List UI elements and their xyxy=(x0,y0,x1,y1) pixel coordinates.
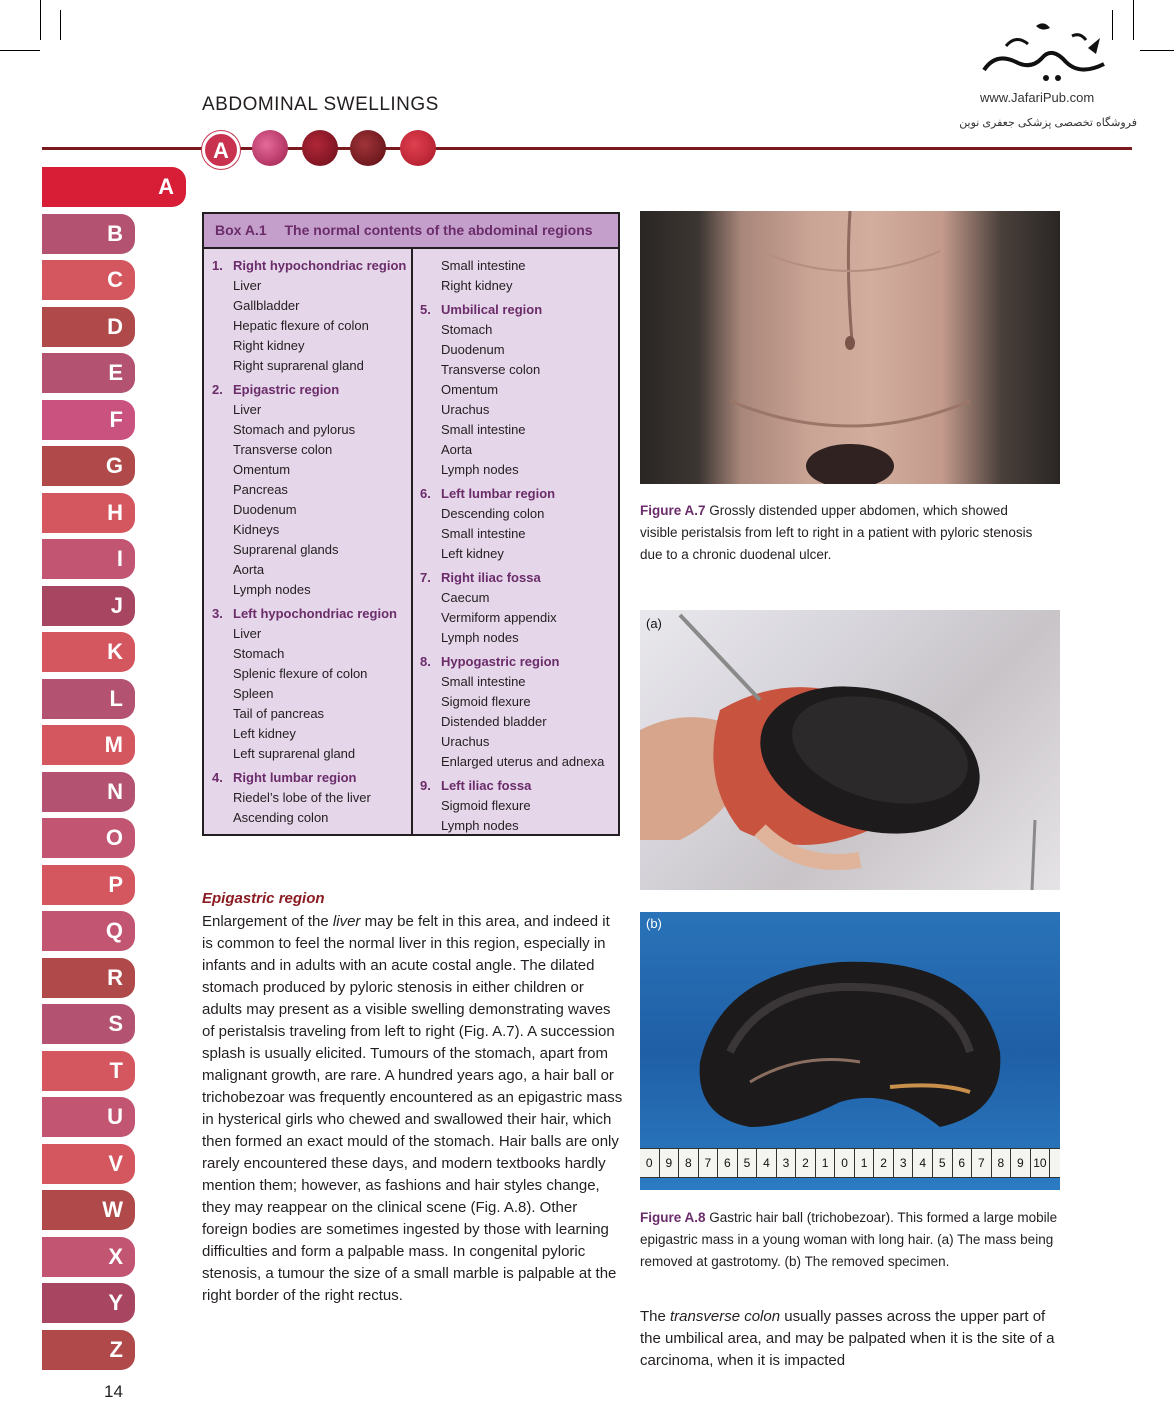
tab-m[interactable]: M xyxy=(42,725,135,765)
region-item: Hepatic flexure of colon xyxy=(233,318,369,333)
region-item: Transverse colon xyxy=(233,442,333,457)
region-item: Omentum xyxy=(233,462,291,477)
box-header xyxy=(204,214,618,249)
figure-a8-text: Gastric hair ball (trichobezoar). This formed a large mobile epigastric mass in a young woman with long hair. (a) The mass being removed at gastrotomy. (b) The removed specimen. xyxy=(640,1210,1058,1269)
region-item: Urachus xyxy=(441,402,490,417)
crop-mark xyxy=(1140,50,1174,51)
region-name: Left iliac fossa xyxy=(441,778,532,793)
paragraph-text: usually passes across the upper part of the umbilical area, and may be palpated when it is the site of a carcinoma, when it is impacted xyxy=(640,1308,1055,1369)
region-number: 7. xyxy=(420,570,431,585)
region-item: Stomach and pylorus xyxy=(233,422,356,437)
tab-p[interactable]: P xyxy=(42,865,135,905)
region-item: Vermiform appendix xyxy=(441,610,557,625)
ruler-mark: 7 xyxy=(972,1149,992,1177)
region-item: Lymph nodes xyxy=(233,582,311,597)
ruler-mark: 1 xyxy=(855,1149,875,1177)
region-item: Right suprarenal gland xyxy=(233,358,364,373)
tab-h[interactable]: H xyxy=(42,493,135,533)
region-name: Umbilical region xyxy=(441,302,543,317)
publisher-logo xyxy=(976,18,1112,88)
paragraph-text: Enlargement of the xyxy=(202,913,333,930)
ruler-mark: 8 xyxy=(679,1149,699,1177)
region-item: Liver xyxy=(233,278,262,293)
crop-mark xyxy=(40,0,41,40)
box-column-divider xyxy=(411,247,413,834)
abdomen-illustration xyxy=(640,211,1060,484)
paragraph-emphasis: transverse colon xyxy=(670,1308,781,1325)
region-item: Duodenum xyxy=(233,502,297,517)
region-heading xyxy=(212,256,408,276)
ruler-mark: 0 xyxy=(640,1149,660,1177)
body-paragraph xyxy=(202,911,624,1307)
region-item: Kidneys xyxy=(233,522,280,537)
paragraph-text: The xyxy=(640,1308,671,1325)
region-item: Gallbladder xyxy=(233,298,300,313)
figure-a7-photo xyxy=(640,211,1060,484)
region-item: Suprarenal glands xyxy=(233,542,339,557)
figure-panel-b-label: (b) xyxy=(646,916,662,931)
tab-g[interactable]: G xyxy=(42,446,135,486)
publisher-subtitle: فروشگاه تخصصی پزشکی جعفری نوین xyxy=(959,117,1137,129)
region-number: 9. xyxy=(420,778,431,793)
paragraph-emphasis: liver xyxy=(332,913,361,930)
tab-q[interactable]: Q xyxy=(42,911,135,951)
ruler-mark: 0 xyxy=(835,1149,855,1177)
ruler-mark: 1 xyxy=(816,1149,836,1177)
region-name: Right lumbar region xyxy=(233,770,357,785)
region-name: Right hypochondriac region xyxy=(233,258,407,273)
region-item: Small intestine xyxy=(441,258,526,273)
tab-f[interactable]: F xyxy=(42,400,135,440)
crop-mark xyxy=(0,50,40,51)
region-item: Tail of pancreas xyxy=(233,706,325,721)
region-number: 4. xyxy=(212,770,223,785)
region-name: Right iliac fossa xyxy=(441,570,541,585)
region-item: Omentum xyxy=(441,382,499,397)
region-item: Stomach xyxy=(441,322,493,337)
ruler-mark: 4 xyxy=(913,1149,933,1177)
region-item: Riedel’s lobe of the liver xyxy=(233,790,371,805)
region-name: Hypogastric region xyxy=(441,654,560,669)
tab-t[interactable]: T xyxy=(42,1051,135,1091)
region-heading xyxy=(420,568,616,588)
region-item: Enlarged uterus and adnexa xyxy=(441,754,605,769)
tab-k[interactable]: K xyxy=(42,632,135,672)
figure-a8-caption xyxy=(640,1207,1060,1273)
tab-c[interactable]: C xyxy=(42,260,135,300)
region-item: Splenic flexure of colon xyxy=(233,666,368,681)
box-title: The normal contents of the abdominal regions xyxy=(284,222,593,238)
region-item: Spleen xyxy=(233,686,274,701)
region-name: Left lumbar region xyxy=(441,486,556,501)
region-item: Liver xyxy=(233,626,262,641)
crop-mark xyxy=(1112,10,1113,40)
region-item: Caecum xyxy=(441,590,490,605)
region-number: 2. xyxy=(212,382,223,397)
figure-a7-text: Grossly distended upper abdomen, which showed visible peristalsis from left to right in a patient with pyloric stenosis due to a chronic duodenal ulcer. xyxy=(640,503,1033,562)
region-item: Sigmoid flexure xyxy=(441,798,531,813)
region-item: Left suprarenal gland xyxy=(233,746,356,761)
trichobezoar-removal-illustration xyxy=(640,610,1060,890)
region-item: Urachus xyxy=(441,734,490,749)
tab-r[interactable]: R xyxy=(42,958,135,998)
region-item: Right kidney xyxy=(233,338,305,353)
region-item: Ascending colon xyxy=(233,810,329,825)
region-item: Stomach xyxy=(233,646,285,661)
ruler-mark: 6 xyxy=(718,1149,738,1177)
ruler-mark: 9 xyxy=(1011,1149,1031,1177)
region-number: 5. xyxy=(420,302,431,317)
figure-a8a-photo xyxy=(640,610,1060,890)
paragraph-text: may be felt in this area, and indeed it is common to feel the normal liver in this region, especially in infants and in adults with an acute costal angle. The dilated stomach produced by pyloric stenosis in either children or adults may present as a visible swelling demonstrating waves of peristalsis traveling from left to right (Fig. A.7). A succession splash is usually elicited. Tumours of the stomach, apart from malignant growth, are rare. A hundred years ago, a hair ball or trichobezoar was frequently encountered as an epigastric mass in hysterical girls who chewed and swallowed their hair, which then formed an exact mould of the stomach. Hair balls are only rarely encountered these days, and modern textbooks hardly mention them; however, as fashions and hair styles change, they may reappear on the clinical scene (Fig. A.8). Other foreign bodies are sometimes ingested by those with learning difficulties and form a palpable mass. In congenital pyloric stenosis, a tumour the size of a small marble is palpable at the right border of the right rectus. xyxy=(202,913,623,1304)
region-item: Pancreas xyxy=(233,482,288,497)
crop-mark xyxy=(1133,0,1134,40)
region-item: Right kidney xyxy=(441,278,513,293)
box-left-column xyxy=(212,256,408,828)
region-item: Duodenum xyxy=(441,342,505,357)
ruler-mark: 2 xyxy=(874,1149,894,1177)
ruler-mark: 10 xyxy=(1031,1149,1051,1177)
region-item: Left kidney xyxy=(441,546,504,561)
region-heading xyxy=(420,776,616,796)
box-a1 xyxy=(202,212,620,836)
tab-s[interactable]: S xyxy=(42,1004,135,1044)
ruler-mark: 5 xyxy=(933,1149,953,1177)
figure-a8b-photo xyxy=(640,912,1060,1190)
tab-n[interactable]: N xyxy=(42,772,135,812)
region-item: Lymph nodes xyxy=(441,818,519,833)
tab-b[interactable]: B xyxy=(42,214,135,254)
section-letter-badge: A xyxy=(202,131,240,169)
region-number: 6. xyxy=(420,486,431,501)
thumbnail-circle xyxy=(400,130,436,166)
ruler-mark: 4 xyxy=(757,1149,777,1177)
ruler-mark: 6 xyxy=(953,1149,973,1177)
thumbnail-circle xyxy=(350,130,386,166)
tab-z[interactable]: Z xyxy=(42,1330,135,1370)
region-item: Lymph nodes xyxy=(441,630,519,645)
tab-x[interactable]: X xyxy=(42,1237,135,1277)
ruler-mark: 9 xyxy=(660,1149,680,1177)
region-item: Left kidney xyxy=(233,726,296,741)
region-item: Aorta xyxy=(233,562,265,577)
tab-d[interactable]: D xyxy=(42,307,135,347)
crop-mark xyxy=(60,10,61,40)
publisher-url: www.JafariPub.com xyxy=(980,90,1095,105)
tab-o[interactable]: O xyxy=(42,818,135,858)
region-heading xyxy=(212,604,408,624)
page-number: 14 xyxy=(104,1382,123,1401)
region-item: Small intestine xyxy=(441,674,526,689)
figure-a7-caption xyxy=(640,500,1040,566)
region-item: Small intestine xyxy=(441,526,526,541)
region-item: Distended bladder xyxy=(441,714,547,729)
tab-j[interactable]: J xyxy=(42,586,135,626)
box-label: Box A.1 xyxy=(215,222,267,238)
region-heading xyxy=(420,484,616,504)
region-item: Small intestine xyxy=(441,422,526,437)
region-heading xyxy=(212,380,408,400)
region-heading xyxy=(420,300,616,320)
ruler-mark: 7 xyxy=(699,1149,719,1177)
figure-panel-a-label: (a) xyxy=(646,616,662,631)
chapter-title: ABDOMINAL SWELLINGS xyxy=(202,94,439,115)
ruler-mark: 5 xyxy=(738,1149,758,1177)
thumbnail-circle xyxy=(252,130,288,166)
tab-u[interactable]: U xyxy=(42,1097,135,1137)
region-heading xyxy=(420,652,616,672)
tab-a[interactable]: A xyxy=(42,167,186,207)
region-item: Aorta xyxy=(441,442,473,457)
tab-i[interactable]: I xyxy=(42,539,135,579)
region-name: Epigastric region xyxy=(233,382,340,397)
region-number: 8. xyxy=(420,654,431,669)
ruler xyxy=(640,1148,1060,1178)
box-right-column xyxy=(420,256,616,836)
tab-l[interactable]: L xyxy=(42,679,135,719)
region-heading xyxy=(212,768,408,788)
region-number: 3. xyxy=(212,606,223,621)
region-item: Liver xyxy=(233,402,262,417)
ruler-mark: 2 xyxy=(796,1149,816,1177)
tab-e[interactable]: E xyxy=(42,353,135,393)
region-number: 1. xyxy=(212,258,223,273)
tab-v[interactable]: V xyxy=(42,1144,135,1184)
tab-w[interactable]: W xyxy=(42,1190,135,1230)
thumbnail-circle xyxy=(302,130,338,166)
region-name: Left hypochondriac region xyxy=(233,606,397,621)
ruler-mark: 3 xyxy=(777,1149,797,1177)
figure-a8-label: Figure A.8 xyxy=(640,1210,706,1225)
region-item: Lymph nodes xyxy=(441,462,519,477)
section-heading: Epigastric region xyxy=(202,890,325,907)
ruler-mark: 8 xyxy=(992,1149,1012,1177)
body-paragraph-2 xyxy=(640,1306,1060,1372)
region-item: Descending colon xyxy=(441,506,545,521)
region-item: Sigmoid flexure xyxy=(441,694,531,709)
region-item: Transverse colon xyxy=(441,362,541,377)
ruler-mark: 3 xyxy=(894,1149,914,1177)
figure-a7-label: Figure A.7 xyxy=(640,503,706,518)
tab-y[interactable]: Y xyxy=(42,1283,135,1323)
